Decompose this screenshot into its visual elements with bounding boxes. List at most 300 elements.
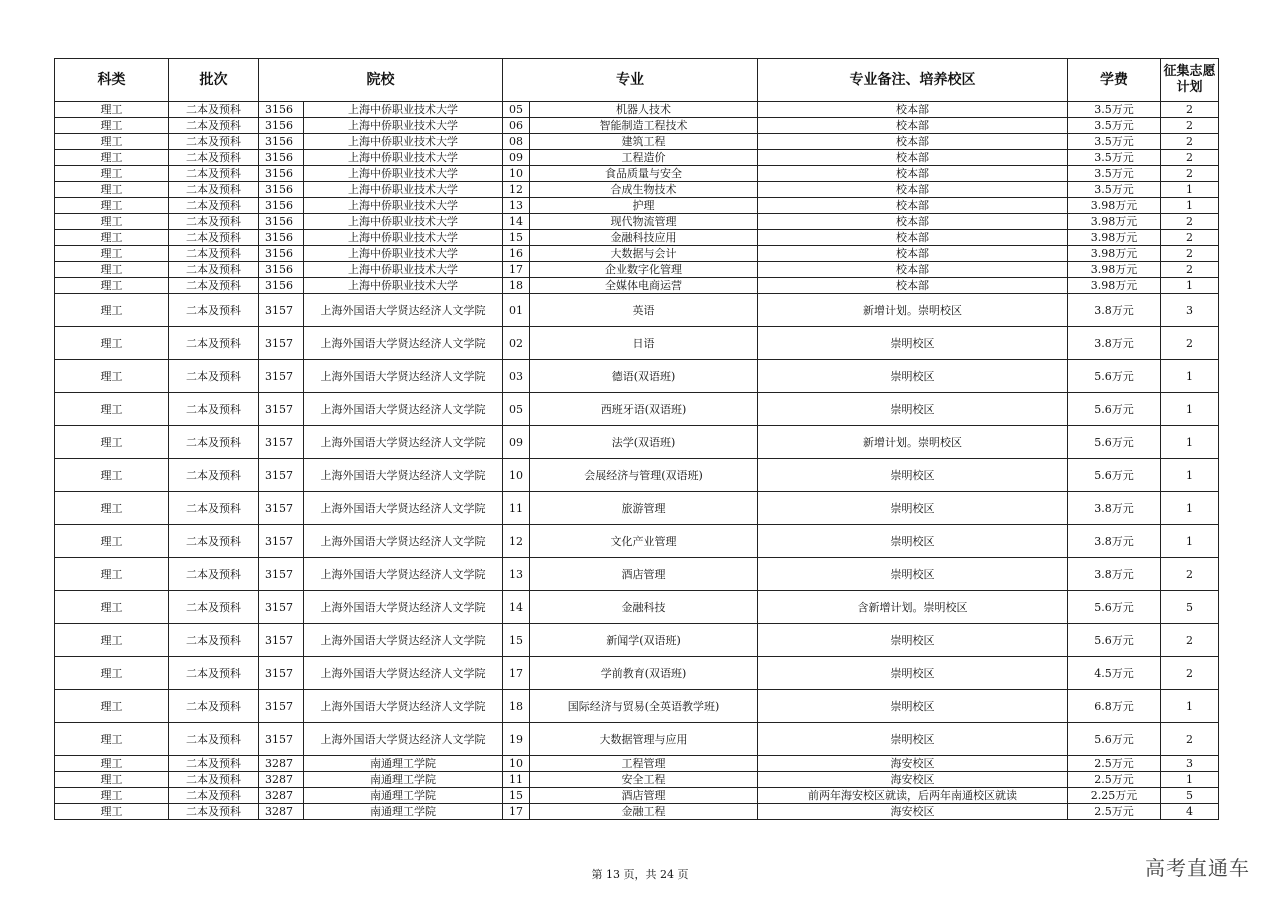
header-plan: 征集志愿计划	[1161, 59, 1219, 102]
cell-school-code: 3156	[259, 166, 304, 182]
cell-major-code: 17	[503, 262, 530, 278]
cell-batch: 二本及预科	[169, 525, 259, 558]
cell-major-code: 14	[503, 591, 530, 624]
cell-plan: 2	[1161, 230, 1219, 246]
cell-school-code: 3157	[259, 492, 304, 525]
cell-category: 理工	[55, 262, 169, 278]
cell-plan: 2	[1161, 166, 1219, 182]
cell-major-name: 国际经济与贸易(全英语教学班)	[530, 690, 758, 723]
cell-category: 理工	[55, 327, 169, 360]
cell-fee: 3.8万元	[1068, 327, 1161, 360]
cell-school-name: 上海外国语大学贤达经济人文学院	[304, 624, 503, 657]
cell-fee: 3.8万元	[1068, 558, 1161, 591]
cell-batch: 二本及预科	[169, 214, 259, 230]
cell-batch: 二本及预科	[169, 459, 259, 492]
cell-plan: 2	[1161, 624, 1219, 657]
cell-fee: 2.5万元	[1068, 756, 1161, 772]
table-row	[55, 756, 1219, 772]
cell-school-name: 上海外国语大学贤达经济人文学院	[304, 459, 503, 492]
cell-major-name: 大数据与会计	[530, 246, 758, 262]
cell-school-name: 上海外国语大学贤达经济人文学院	[304, 294, 503, 327]
cell-fee: 5.6万元	[1068, 393, 1161, 426]
cell-note: 崇明校区	[758, 393, 1068, 426]
cell-plan: 1	[1161, 360, 1219, 393]
cell-major-name: 工程造价	[530, 150, 758, 166]
cell-category: 理工	[55, 426, 169, 459]
cell-note: 校本部	[758, 182, 1068, 198]
cell-school-code: 3157	[259, 459, 304, 492]
cell-category: 理工	[55, 166, 169, 182]
cell-plan: 2	[1161, 214, 1219, 230]
cell-note: 校本部	[758, 246, 1068, 262]
cell-batch: 二本及预科	[169, 246, 259, 262]
cell-plan: 1	[1161, 690, 1219, 723]
cell-note: 校本部	[758, 230, 1068, 246]
cell-plan: 1	[1161, 492, 1219, 525]
cell-fee: 3.98万元	[1068, 278, 1161, 294]
cell-school-name: 上海中侨职业技术大学	[304, 246, 503, 262]
cell-fee: 3.98万元	[1068, 262, 1161, 278]
cell-fee: 3.8万元	[1068, 294, 1161, 327]
cell-school-name: 上海中侨职业技术大学	[304, 118, 503, 134]
cell-batch: 二本及预科	[169, 102, 259, 118]
cell-major-code: 05	[503, 102, 530, 118]
cell-major-code: 11	[503, 772, 530, 788]
cell-fee: 2.5万元	[1068, 804, 1161, 820]
cell-fee: 3.98万元	[1068, 198, 1161, 214]
cell-major-code: 08	[503, 134, 530, 150]
cell-plan: 2	[1161, 102, 1219, 118]
cell-school-code: 3157	[259, 426, 304, 459]
cell-note: 新增计划。崇明校区	[758, 294, 1068, 327]
cell-note: 崇明校区	[758, 624, 1068, 657]
cell-fee: 3.5万元	[1068, 118, 1161, 134]
cell-school-code: 3157	[259, 690, 304, 723]
cell-category: 理工	[55, 278, 169, 294]
cell-plan: 4	[1161, 804, 1219, 820]
cell-fee: 3.5万元	[1068, 134, 1161, 150]
cell-school-code: 3156	[259, 118, 304, 134]
table-row	[55, 360, 1219, 393]
cell-school-code: 3157	[259, 360, 304, 393]
cell-batch: 二本及预科	[169, 591, 259, 624]
table-row	[55, 118, 1219, 134]
cell-note: 崇明校区	[758, 525, 1068, 558]
cell-batch: 二本及预科	[169, 772, 259, 788]
cell-major-name: 酒店管理	[530, 558, 758, 591]
cell-major-name: 合成生物技术	[530, 182, 758, 198]
cell-major-name: 建筑工程	[530, 134, 758, 150]
cell-major-name: 金融工程	[530, 804, 758, 820]
cell-major-code: 10	[503, 166, 530, 182]
table-row	[55, 657, 1219, 690]
cell-fee: 3.5万元	[1068, 166, 1161, 182]
cell-plan: 3	[1161, 294, 1219, 327]
cell-category: 理工	[55, 525, 169, 558]
cell-school-name: 上海外国语大学贤达经济人文学院	[304, 360, 503, 393]
table-row	[55, 723, 1219, 756]
cell-plan: 2	[1161, 246, 1219, 262]
cell-fee: 5.6万元	[1068, 591, 1161, 624]
table-row	[55, 393, 1219, 426]
cell-batch: 二本及预科	[169, 166, 259, 182]
cell-note: 校本部	[758, 134, 1068, 150]
cell-note: 校本部	[758, 118, 1068, 134]
cell-plan: 2	[1161, 262, 1219, 278]
cell-batch: 二本及预科	[169, 182, 259, 198]
table-row	[55, 624, 1219, 657]
cell-category: 理工	[55, 214, 169, 230]
cell-school-name: 上海中侨职业技术大学	[304, 134, 503, 150]
cell-plan: 5	[1161, 788, 1219, 804]
cell-note: 校本部	[758, 278, 1068, 294]
cell-school-code: 3287	[259, 772, 304, 788]
cell-major-name: 全媒体电商运营	[530, 278, 758, 294]
cell-note: 崇明校区	[758, 558, 1068, 591]
cell-plan: 2	[1161, 134, 1219, 150]
cell-note: 校本部	[758, 214, 1068, 230]
cell-school-code: 3156	[259, 230, 304, 246]
page-footer: 第 13 页，共 24 页	[591, 868, 689, 881]
cell-plan: 2	[1161, 118, 1219, 134]
cell-school-code: 3157	[259, 591, 304, 624]
cell-category: 理工	[55, 459, 169, 492]
cell-major-name: 智能制造工程技术	[530, 118, 758, 134]
watermark: 高考直通车	[1145, 856, 1250, 880]
cell-note: 崇明校区	[758, 657, 1068, 690]
cell-school-code: 3287	[259, 756, 304, 772]
cell-category: 理工	[55, 558, 169, 591]
table-row	[55, 214, 1219, 230]
cell-fee: 3.8万元	[1068, 492, 1161, 525]
table-row	[55, 294, 1219, 327]
cell-note: 校本部	[758, 102, 1068, 118]
cell-major-name: 护理	[530, 198, 758, 214]
cell-school-name: 上海外国语大学贤达经济人文学院	[304, 492, 503, 525]
cell-category: 理工	[55, 134, 169, 150]
cell-major-name: 现代物流管理	[530, 214, 758, 230]
cell-note: 前两年海安校区就读，后两年南通校区就读	[758, 788, 1068, 804]
cell-batch: 二本及预科	[169, 134, 259, 150]
cell-plan: 2	[1161, 327, 1219, 360]
cell-fee: 4.5万元	[1068, 657, 1161, 690]
header-category: 科类	[55, 59, 169, 102]
cell-batch: 二本及预科	[169, 788, 259, 804]
cell-category: 理工	[55, 360, 169, 393]
cell-category: 理工	[55, 788, 169, 804]
cell-batch: 二本及预科	[169, 804, 259, 820]
cell-major-code: 15	[503, 624, 530, 657]
admission-plan-table	[54, 58, 1219, 820]
cell-major-code: 18	[503, 690, 530, 723]
cell-school-name: 南通理工学院	[304, 804, 503, 820]
cell-batch: 二本及预科	[169, 690, 259, 723]
cell-major-code: 10	[503, 459, 530, 492]
header-note: 专业备注、培养校区	[758, 59, 1068, 102]
cell-major-code: 01	[503, 294, 530, 327]
cell-batch: 二本及预科	[169, 262, 259, 278]
cell-fee: 3.5万元	[1068, 102, 1161, 118]
cell-category: 理工	[55, 150, 169, 166]
cell-plan: 1	[1161, 525, 1219, 558]
cell-batch: 二本及预科	[169, 278, 259, 294]
header-school: 院校	[259, 59, 503, 102]
cell-school-code: 3156	[259, 150, 304, 166]
table-row	[55, 150, 1219, 166]
cell-fee: 5.6万元	[1068, 723, 1161, 756]
cell-fee: 5.6万元	[1068, 426, 1161, 459]
table-row	[55, 788, 1219, 804]
cell-major-code: 06	[503, 118, 530, 134]
cell-school-code: 3157	[259, 393, 304, 426]
cell-school-name: 上海外国语大学贤达经济人文学院	[304, 525, 503, 558]
cell-major-name: 工程管理	[530, 756, 758, 772]
cell-major-code: 13	[503, 558, 530, 591]
cell-school-code: 3157	[259, 723, 304, 756]
cell-major-code: 02	[503, 327, 530, 360]
cell-school-name: 上海外国语大学贤达经济人文学院	[304, 426, 503, 459]
cell-batch: 二本及预科	[169, 198, 259, 214]
cell-school-name: 上海中侨职业技术大学	[304, 198, 503, 214]
cell-school-code: 3156	[259, 134, 304, 150]
cell-fee: 3.5万元	[1068, 182, 1161, 198]
table-row	[55, 459, 1219, 492]
cell-note: 崇明校区	[758, 360, 1068, 393]
cell-major-name: 英语	[530, 294, 758, 327]
cell-school-name: 上海外国语大学贤达经济人文学院	[304, 657, 503, 690]
cell-category: 理工	[55, 102, 169, 118]
table-row	[55, 134, 1219, 150]
cell-school-code: 3287	[259, 804, 304, 820]
cell-major-code: 16	[503, 246, 530, 262]
cell-plan: 1	[1161, 393, 1219, 426]
cell-category: 理工	[55, 690, 169, 723]
cell-school-code: 3157	[259, 624, 304, 657]
cell-major-name: 金融科技	[530, 591, 758, 624]
table-row	[55, 327, 1219, 360]
cell-major-code: 05	[503, 393, 530, 426]
cell-major-code: 14	[503, 214, 530, 230]
cell-category: 理工	[55, 294, 169, 327]
table-row	[55, 198, 1219, 214]
cell-note: 崇明校区	[758, 327, 1068, 360]
cell-batch: 二本及预科	[169, 150, 259, 166]
cell-batch: 二本及预科	[169, 426, 259, 459]
cell-school-code: 3157	[259, 294, 304, 327]
cell-category: 理工	[55, 182, 169, 198]
cell-school-code: 3157	[259, 327, 304, 360]
cell-school-name: 上海中侨职业技术大学	[304, 278, 503, 294]
table-row	[55, 804, 1219, 820]
cell-major-code: 12	[503, 182, 530, 198]
cell-batch: 二本及预科	[169, 118, 259, 134]
cell-plan: 2	[1161, 723, 1219, 756]
cell-plan: 3	[1161, 756, 1219, 772]
cell-school-code: 3156	[259, 246, 304, 262]
cell-category: 理工	[55, 246, 169, 262]
cell-plan: 1	[1161, 426, 1219, 459]
cell-major-name: 德语(双语班)	[530, 360, 758, 393]
cell-major-name: 新闻学(双语班)	[530, 624, 758, 657]
cell-note: 校本部	[758, 198, 1068, 214]
cell-fee: 3.98万元	[1068, 230, 1161, 246]
cell-plan: 1	[1161, 182, 1219, 198]
cell-fee: 3.98万元	[1068, 246, 1161, 262]
cell-school-code: 3156	[259, 262, 304, 278]
cell-note: 校本部	[758, 262, 1068, 278]
cell-batch: 二本及预科	[169, 294, 259, 327]
cell-school-code: 3157	[259, 657, 304, 690]
cell-school-name: 上海中侨职业技术大学	[304, 150, 503, 166]
cell-note: 崇明校区	[758, 492, 1068, 525]
cell-category: 理工	[55, 723, 169, 756]
cell-major-name: 大数据管理与应用	[530, 723, 758, 756]
cell-note: 校本部	[758, 150, 1068, 166]
cell-batch: 二本及预科	[169, 756, 259, 772]
cell-note: 崇明校区	[758, 690, 1068, 723]
cell-major-name: 旅游管理	[530, 492, 758, 525]
cell-school-name: 南通理工学院	[304, 756, 503, 772]
cell-school-code: 3287	[259, 788, 304, 804]
cell-note: 崇明校区	[758, 723, 1068, 756]
cell-major-code: 09	[503, 150, 530, 166]
cell-batch: 二本及预科	[169, 360, 259, 393]
cell-school-code: 3156	[259, 102, 304, 118]
cell-school-name: 上海中侨职业技术大学	[304, 214, 503, 230]
cell-plan: 2	[1161, 657, 1219, 690]
cell-school-name: 上海外国语大学贤达经济人文学院	[304, 558, 503, 591]
cell-fee: 3.5万元	[1068, 150, 1161, 166]
cell-major-code: 17	[503, 657, 530, 690]
cell-major-name: 酒店管理	[530, 788, 758, 804]
cell-school-code: 3156	[259, 214, 304, 230]
cell-fee: 2.25万元	[1068, 788, 1161, 804]
cell-category: 理工	[55, 198, 169, 214]
cell-note: 新增计划。崇明校区	[758, 426, 1068, 459]
cell-school-code: 3157	[259, 525, 304, 558]
cell-batch: 二本及预科	[169, 723, 259, 756]
cell-school-name: 上海外国语大学贤达经济人文学院	[304, 723, 503, 756]
cell-school-code: 3157	[259, 558, 304, 591]
cell-school-name: 上海外国语大学贤达经济人文学院	[304, 690, 503, 723]
cell-batch: 二本及预科	[169, 558, 259, 591]
cell-major-name: 文化产业管理	[530, 525, 758, 558]
cell-category: 理工	[55, 624, 169, 657]
table-row	[55, 525, 1219, 558]
cell-plan: 1	[1161, 278, 1219, 294]
table-row	[55, 246, 1219, 262]
table-row	[55, 558, 1219, 591]
cell-school-name: 上海中侨职业技术大学	[304, 230, 503, 246]
cell-school-name: 上海外国语大学贤达经济人文学院	[304, 591, 503, 624]
cell-plan: 2	[1161, 558, 1219, 591]
cell-fee: 6.8万元	[1068, 690, 1161, 723]
cell-batch: 二本及预科	[169, 393, 259, 426]
table-row	[55, 166, 1219, 182]
cell-category: 理工	[55, 756, 169, 772]
cell-school-name: 南通理工学院	[304, 788, 503, 804]
table-row	[55, 278, 1219, 294]
cell-category: 理工	[55, 804, 169, 820]
cell-category: 理工	[55, 230, 169, 246]
cell-school-code: 3156	[259, 182, 304, 198]
cell-note: 海安校区	[758, 772, 1068, 788]
cell-school-name: 上海中侨职业技术大学	[304, 182, 503, 198]
cell-school-name: 上海中侨职业技术大学	[304, 262, 503, 278]
cell-fee: 3.98万元	[1068, 214, 1161, 230]
cell-major-code: 11	[503, 492, 530, 525]
cell-category: 理工	[55, 591, 169, 624]
cell-plan: 1	[1161, 459, 1219, 492]
cell-major-code: 15	[503, 230, 530, 246]
table-row	[55, 230, 1219, 246]
table-row	[55, 690, 1219, 723]
cell-plan: 1	[1161, 772, 1219, 788]
cell-batch: 二本及预科	[169, 624, 259, 657]
cell-school-code: 3156	[259, 198, 304, 214]
cell-category: 理工	[55, 657, 169, 690]
table-row	[55, 772, 1219, 788]
cell-batch: 二本及预科	[169, 492, 259, 525]
cell-major-name: 日语	[530, 327, 758, 360]
cell-major-code: 09	[503, 426, 530, 459]
cell-school-name: 上海中侨职业技术大学	[304, 166, 503, 182]
cell-major-name: 会展经济与管理(双语班)	[530, 459, 758, 492]
cell-school-name: 上海中侨职业技术大学	[304, 102, 503, 118]
cell-category: 理工	[55, 772, 169, 788]
cell-major-name: 金融科技应用	[530, 230, 758, 246]
cell-major-name: 企业数字化管理	[530, 262, 758, 278]
header-fee: 学费	[1068, 59, 1161, 102]
cell-major-code: 12	[503, 525, 530, 558]
cell-school-code: 3156	[259, 278, 304, 294]
cell-category: 理工	[55, 492, 169, 525]
cell-major-code: 17	[503, 804, 530, 820]
cell-note: 含新增计划。崇明校区	[758, 591, 1068, 624]
cell-plan: 1	[1161, 198, 1219, 214]
cell-major-name: 学前教育(双语班)	[530, 657, 758, 690]
cell-batch: 二本及预科	[169, 230, 259, 246]
cell-major-name: 安全工程	[530, 772, 758, 788]
cell-major-name: 机器人技术	[530, 102, 758, 118]
cell-note: 海安校区	[758, 804, 1068, 820]
cell-batch: 二本及预科	[169, 657, 259, 690]
cell-school-name: 上海外国语大学贤达经济人文学院	[304, 393, 503, 426]
cell-school-name: 上海外国语大学贤达经济人文学院	[304, 327, 503, 360]
cell-fee: 5.6万元	[1068, 459, 1161, 492]
cell-fee: 3.8万元	[1068, 525, 1161, 558]
cell-note: 校本部	[758, 166, 1068, 182]
cell-major-code: 15	[503, 788, 530, 804]
cell-major-code: 19	[503, 723, 530, 756]
cell-category: 理工	[55, 118, 169, 134]
cell-fee: 5.6万元	[1068, 360, 1161, 393]
cell-fee: 5.6万元	[1068, 624, 1161, 657]
cell-major-name: 食品质量与安全	[530, 166, 758, 182]
table-row	[55, 182, 1219, 198]
cell-plan: 5	[1161, 591, 1219, 624]
table-row	[55, 492, 1219, 525]
table-row	[55, 426, 1219, 459]
cell-note: 崇明校区	[758, 459, 1068, 492]
cell-major-code: 10	[503, 756, 530, 772]
cell-plan: 2	[1161, 150, 1219, 166]
cell-major-code: 13	[503, 198, 530, 214]
cell-batch: 二本及预科	[169, 327, 259, 360]
cell-fee: 2.5万元	[1068, 772, 1161, 788]
cell-major-code: 03	[503, 360, 530, 393]
table-row	[55, 591, 1219, 624]
